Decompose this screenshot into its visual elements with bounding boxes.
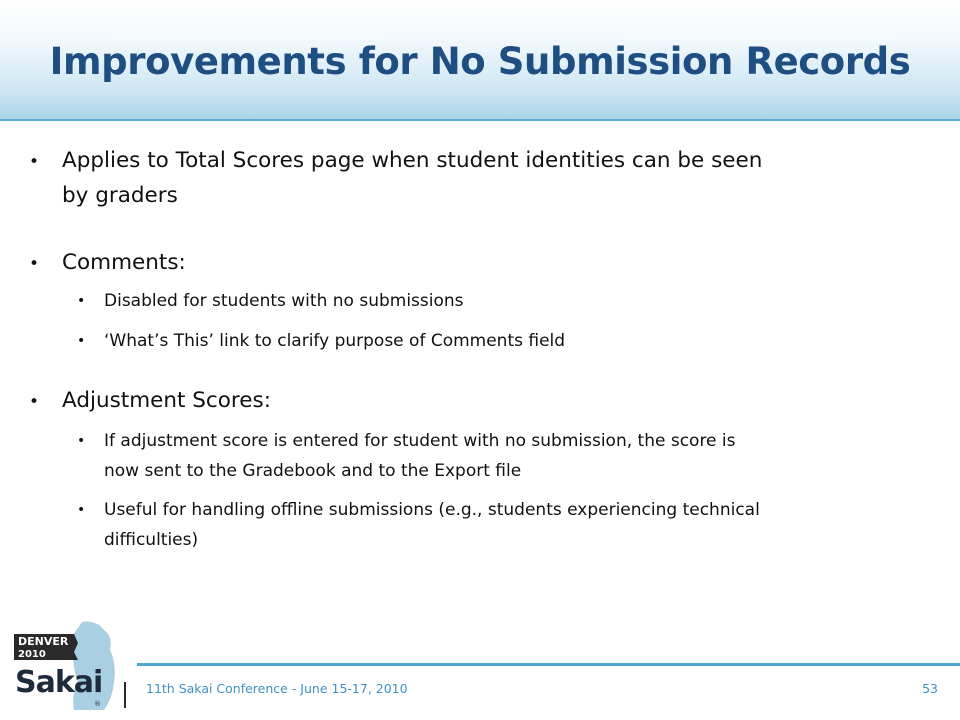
sub-bullet-text-line: If adjustment score is entered for student with no submission, the score is — [104, 431, 736, 451]
bear-ear-icon — [91, 624, 101, 632]
sub-bullet-dot: • — [77, 433, 86, 449]
bullet-dot: • — [29, 152, 40, 172]
sub-bullet-dot: • — [77, 333, 86, 349]
bullet-dot: • — [29, 254, 40, 274]
bullet-item-total-scores — [62, 143, 912, 213]
logo-wordmark: Sakai — [15, 665, 103, 700]
sub-bullet-text-line: difficulties) — [104, 530, 199, 550]
logo-banner-line2: 2010 — [18, 649, 46, 660]
sub-bullet-dot: • — [77, 502, 86, 518]
footer-conference-text: 11th Sakai Conference - June 15-17, 2010 — [146, 681, 408, 696]
bullet-text-line: by graders — [62, 183, 178, 208]
sub-bullet-item-gradebook — [104, 426, 944, 486]
slide-title: Improvements for No Submission Records — [49, 40, 911, 83]
sub-bullet-text-line: Useful for handling offline submissions (e.g., students experiencing technical — [104, 500, 760, 520]
bullet-item-adjustment-scores: Adjustment Scores: — [62, 388, 271, 413]
sub-bullet-item-offline — [104, 495, 944, 555]
footer-divider — [137, 663, 960, 666]
bullet-text-line: Applies to Total Scores page when student identities can be seen — [62, 148, 763, 173]
sub-bullet-item-disabled: Disabled for students with no submissions — [104, 291, 464, 311]
page-number: 53 — [922, 681, 938, 696]
sub-bullet-text-line: now sent to the Gradebook and to the Export file — [104, 461, 522, 481]
sub-bullet-dot: • — [77, 293, 86, 309]
sakai-denver-logo — [12, 620, 130, 712]
bullet-item-comments: Comments: — [62, 250, 186, 275]
sub-bullet-item-whats-this: ‘What’s This’ link to clarify purpose of Comments field — [104, 331, 566, 351]
registered-mark: ® — [94, 700, 101, 708]
logo-banner-line1: DENVER — [18, 635, 69, 648]
bullet-dot: • — [29, 392, 40, 412]
logo-accent-divider — [124, 682, 126, 708]
